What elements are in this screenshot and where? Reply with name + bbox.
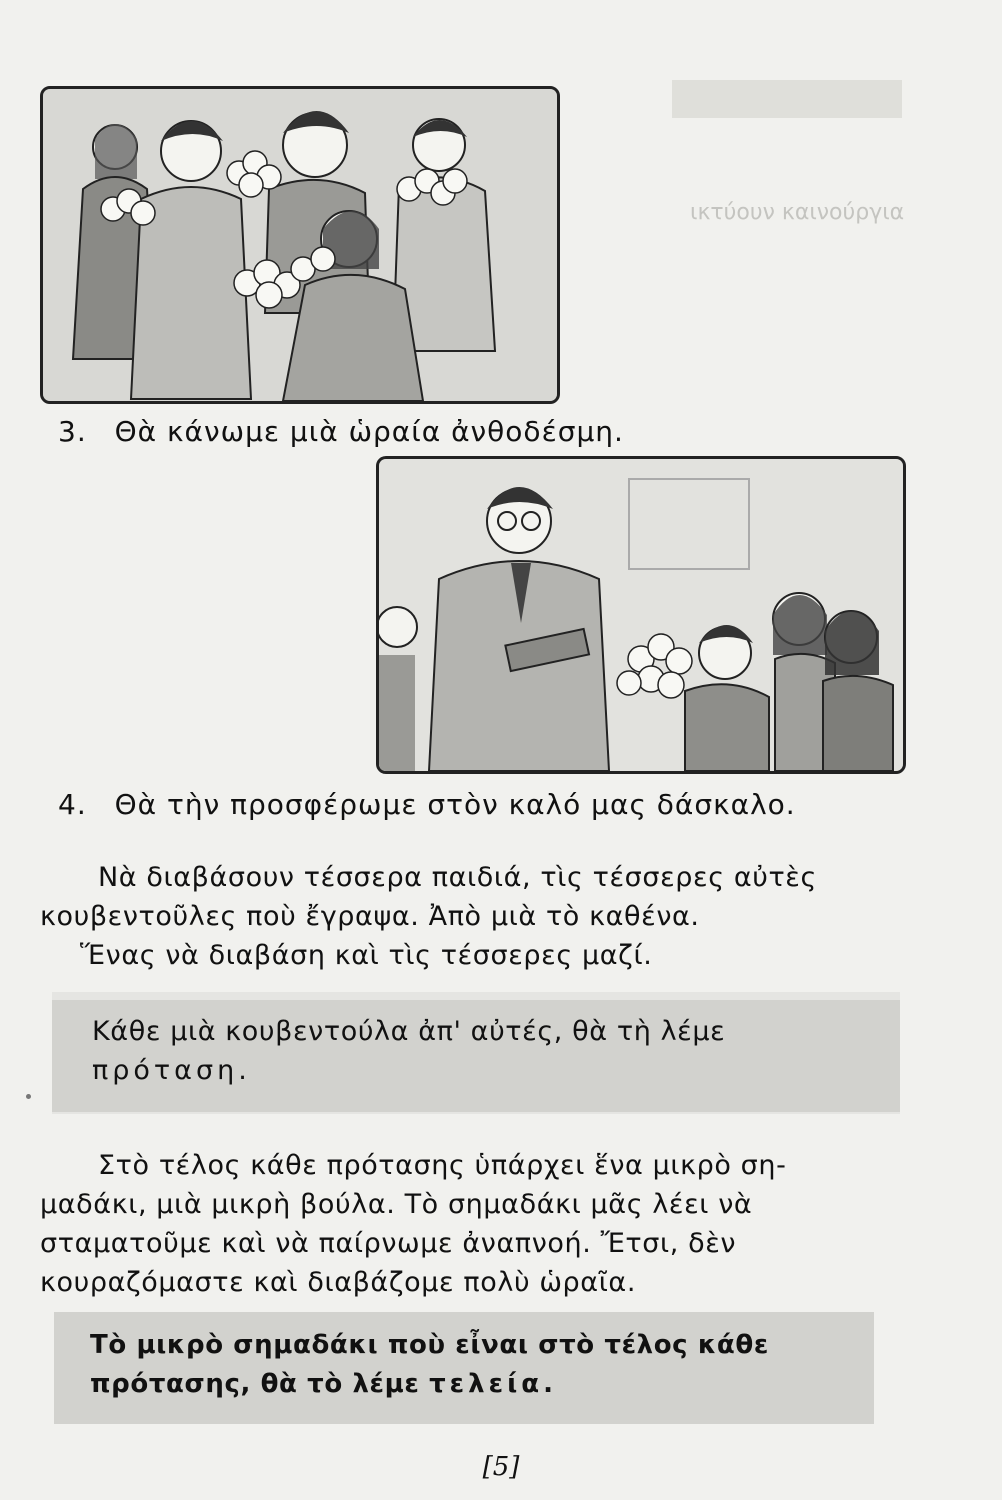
paragraph-reading-instructions — [40, 858, 900, 975]
paragraph-line: Στὸ τέλος κάθε πρότασης ὑπάρχει ἕνα μικρὸ ση- — [98, 1150, 787, 1181]
definition-full-stop — [90, 1326, 880, 1404]
show-through-text: ικτύουν καινούργια — [690, 200, 905, 225]
caption-number: 4. — [58, 788, 87, 821]
paragraph-line: κουραζόμαστε καὶ διαβάζομε πολὺ ὡραῖα. — [40, 1267, 637, 1298]
teacher-drawing — [379, 459, 903, 771]
illustration-teacher — [376, 456, 906, 774]
definition-term: τελεία. — [429, 1369, 557, 1399]
page-number: [5] — [482, 1452, 520, 1482]
paragraph-line: μαδάκι, μιὰ μικρὴ βούλα. Τὸ σημαδάκι μᾶς λέει νὰ — [40, 1189, 753, 1220]
paragraph-line: Ἕνας νὰ διαβάση καὶ τὶς τέσσερες μαζί. — [80, 940, 653, 971]
caption-4 — [58, 788, 796, 821]
caption-3 — [58, 415, 624, 448]
show-through-band — [672, 80, 902, 118]
definition-line: Τὸ μικρὸ σημαδάκι ποὺ εἶναι στὸ τέλος κάθε — [90, 1330, 769, 1360]
paragraph-line: σταματοῦμε καὶ νὰ παίρνωμε ἀναπνοή. Ἔτσι, δὲν — [40, 1228, 737, 1259]
paragraph-full-stop-explanation — [40, 1146, 900, 1302]
caption-text: Θὰ τὴν προσφέρωμε στὸν καλό μας δάσκαλο. — [114, 788, 796, 821]
caption-number: 3. — [58, 415, 87, 448]
caption-text: Θὰ κάνωμε μιὰ ὡραία ἀνθοδέσμη. — [114, 415, 624, 448]
definition-term: πρόταση. — [92, 1055, 251, 1086]
margin-dot — [26, 1094, 31, 1099]
paragraph-line: κουβεντοῦλες ποὺ ἔγραψα. Ἀπὸ μιὰ τὸ καθένα. — [40, 901, 700, 932]
definition-sentence — [92, 1012, 892, 1090]
paragraph-line: Νὰ διαβάσουν τέσσερα παιδιά, τὶς τέσσερες αὐτὲς — [98, 862, 817, 893]
illustration-flowers — [40, 86, 560, 404]
definition-line: Κάθε μιὰ κουβεντούλα ἀπ' αὐτές, θὰ τὴ λέμε — [92, 1016, 726, 1047]
children-flowers-drawing — [43, 89, 557, 401]
definition-line-prefix: πρότασης, θὰ τὸ λέμε — [90, 1369, 420, 1399]
